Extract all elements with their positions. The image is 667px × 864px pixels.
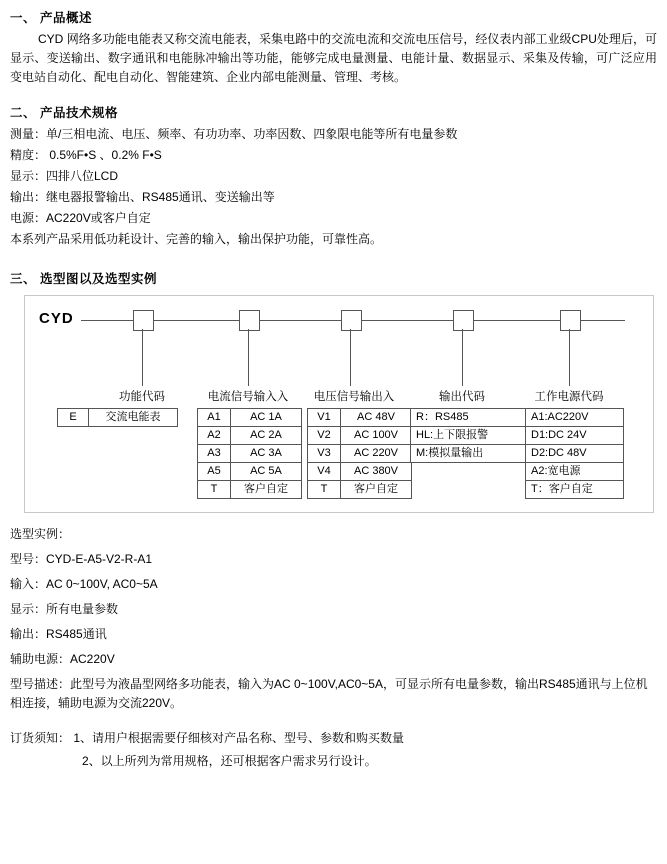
diagram-leader-2 [248, 329, 249, 386]
spacer [10, 89, 657, 103]
example-display: 显示：所有电量参数 [10, 602, 119, 616]
func-desc: 交流电能表 [89, 409, 178, 427]
model-selection-diagram [24, 295, 654, 513]
group-title-output: 输出代码 [439, 391, 485, 403]
table-row [526, 463, 624, 481]
current-value: AC 3A [231, 445, 302, 463]
spec-line-power: 电源：AC220V或客户自定 [10, 211, 151, 225]
diagram-box-3 [341, 310, 362, 331]
group-title-voltage: 电压信号输出入 [313, 391, 395, 403]
diagram-box-2 [239, 310, 260, 331]
voltage-input-table [307, 408, 412, 499]
spacer [10, 251, 657, 269]
voltage-code: V2 [308, 427, 341, 445]
voltage-code: T [308, 481, 341, 499]
table-row [308, 445, 412, 463]
table-row [198, 427, 302, 445]
power-option: T：客户自定 [526, 481, 624, 499]
diagram-box-1 [133, 310, 154, 331]
group-title-current: 电流信号输入入 [207, 391, 289, 403]
example-input: 输入：AC 0~100V, AC0~5A [10, 577, 158, 591]
power-option: A1:AC220V [526, 409, 624, 427]
table-row [198, 409, 302, 427]
function-code-table [57, 408, 178, 427]
voltage-value: AC 100V [341, 427, 412, 445]
voltage-code: V1 [308, 409, 341, 427]
diagram-leader-5 [569, 329, 570, 386]
current-value: AC 2A [231, 427, 302, 445]
voltage-code: V4 [308, 463, 341, 481]
voltage-value: AC 380V [341, 463, 412, 481]
current-code: A5 [198, 463, 231, 481]
current-code: T [198, 481, 231, 499]
table-row [411, 409, 531, 427]
table-row [526, 445, 624, 463]
diagram-leader-3 [350, 329, 351, 386]
table-row [308, 463, 412, 481]
spec-line-accuracy: 精度： 0.5%F•S 、0.2% F•S [10, 148, 162, 162]
power-option: D2:DC 48V [526, 445, 624, 463]
table-row [58, 409, 178, 427]
group-title-power: 工作电源代码 [534, 391, 604, 403]
spec-line-display: 显示：四排八位LCD [10, 169, 119, 183]
table-row [198, 463, 302, 481]
notice-line-1: 订货须知： 1、请用户根据需要仔细核对产品名称、型号、参数和购买数量 [10, 731, 405, 745]
output-option: R：RS485 [411, 409, 531, 427]
example-aux-power: 辅助电源：AC220V [10, 652, 115, 666]
example-model: 型号：CYD-E-A5-V2-R-A1 [10, 552, 153, 566]
section-1-title: 一、 产品概述 [10, 11, 92, 25]
power-option: A2:宽电源 [526, 463, 624, 481]
diagram-leader-1 [142, 329, 143, 386]
table-row [526, 409, 624, 427]
current-code: A2 [198, 427, 231, 445]
voltage-value: AC 48V [341, 409, 412, 427]
table-row [526, 427, 624, 445]
spec-line-summary: 本系列产品采用低功耗设计、完善的输入，输出保护功能，可靠性高。 [10, 232, 383, 246]
example-heading: 选型实例： [10, 527, 71, 541]
output-option: M:模拟量输出 [411, 445, 531, 463]
selection-example-block [10, 525, 657, 713]
diagram-model-prefix: CYD [39, 310, 74, 327]
table-row [526, 481, 624, 499]
current-input-table [197, 408, 302, 499]
spec-line-measure: 测量：单/三相电流、电压、频率、有功功率、功率因数、四象限电能等所有电量参数 [10, 127, 458, 141]
example-output: 输出：RS485通讯 [10, 627, 107, 641]
diagram-leader-4 [462, 329, 463, 386]
section-2-title: 二、 产品技术规格 [10, 106, 118, 120]
output-option: HL:上下限报警 [411, 427, 531, 445]
current-value: 客户自定 [231, 481, 302, 499]
notice-line-2: 2、以上所列为常用规格，还可根据客户需求另行设计。 [82, 754, 377, 768]
current-code: A3 [198, 445, 231, 463]
power-code-table [525, 408, 624, 499]
table-row [308, 409, 412, 427]
output-code-table [410, 408, 531, 463]
spec-line-output: 输出：继电器报警输出、RS485通讯、变送输出等 [10, 190, 275, 204]
voltage-value: AC 220V [341, 445, 412, 463]
voltage-value: 客户自定 [341, 481, 412, 499]
diagram-box-5 [560, 310, 581, 331]
table-row [308, 481, 412, 499]
power-option: D1:DC 24V [526, 427, 624, 445]
current-code: A1 [198, 409, 231, 427]
table-row [198, 481, 302, 499]
example-description: 型号描述：此型号为液晶型网络多功能表，输入为AC 0~100V,AC0~5A，可显示所有电量参数，输出RS485通讯与上位机相连接，辅助电源为交流220V。 [10, 677, 648, 710]
table-row [308, 427, 412, 445]
func-code: E [58, 409, 89, 427]
spacer [10, 719, 657, 729]
current-value: AC 1A [231, 409, 302, 427]
voltage-code: V3 [308, 445, 341, 463]
table-row [198, 445, 302, 463]
group-title-function: 功能代码 [119, 391, 165, 403]
section-3-title: 三、 选型图以及选型实例 [10, 272, 157, 286]
table-row [411, 427, 531, 445]
order-notice-block [10, 729, 657, 771]
diagram-box-4 [453, 310, 474, 331]
table-row [411, 445, 531, 463]
current-value: AC 5A [231, 463, 302, 481]
section-1-body: CYD 网络多功能电能表又称交流电能表，采集电路中的交流电流和交流电压信号，经仪表内部工业级CPU处理后，可显示、变送输出、数字通讯和电能脉冲输出等功能，能够完成电量测量、电能计量、数据显示、采集及传输，可广泛应用变电站自动化、配电自动化、智能建筑、企业内部电能测量、管理、考核。 [10, 32, 657, 84]
